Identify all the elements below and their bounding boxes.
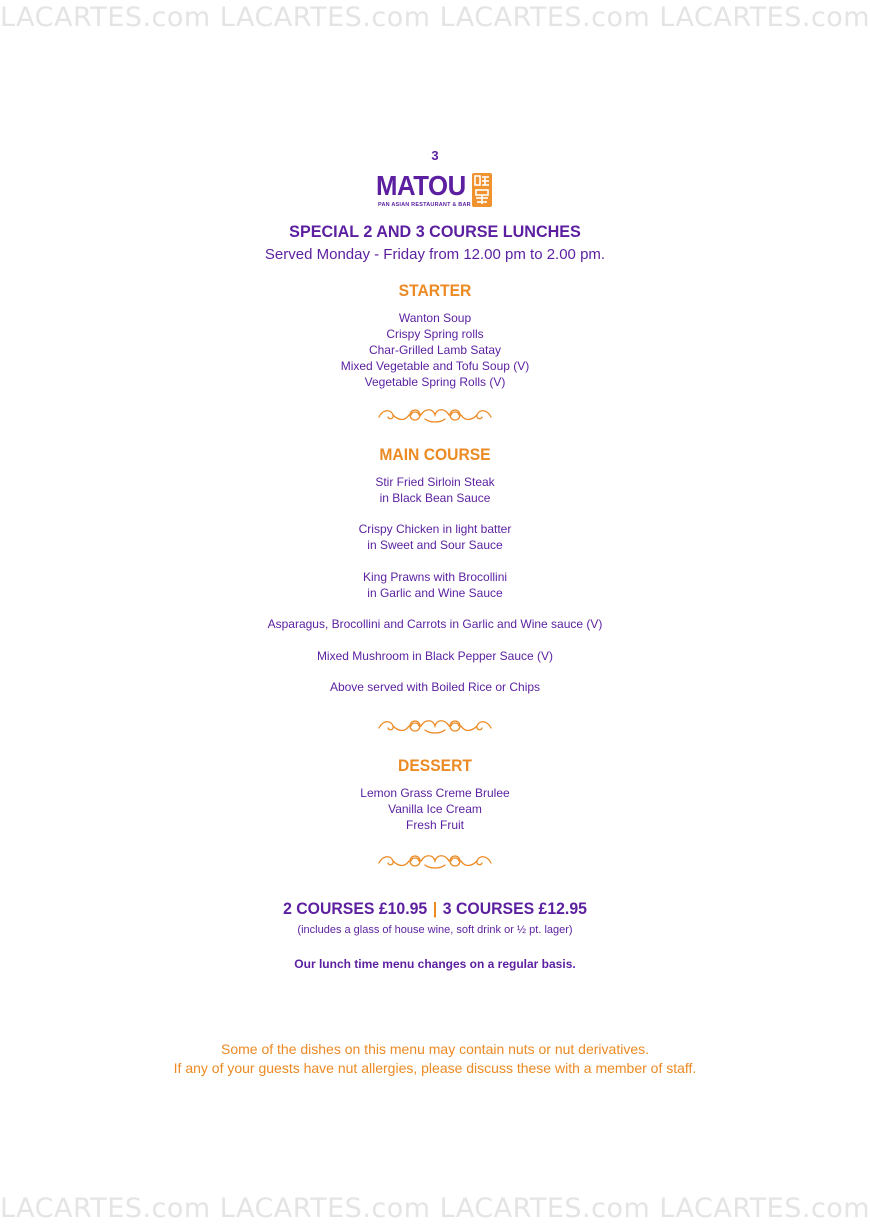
- menu-changes-note: Our lunch time menu changes on a regular basis.: [294, 957, 576, 971]
- dish-name: Mixed Mushroom in Black Pepper Sauce (V): [316, 649, 554, 663]
- dish-sauce: in Black Bean Sauce: [379, 491, 491, 505]
- main-course-item: [0, 569, 870, 601]
- watermark-top: LACARTES.com LACARTES.com LACARTES.com LACARTES.com: [0, 2, 870, 33]
- two-course-price: 2 COURSES £10.95: [283, 899, 428, 918]
- main-course-item: [0, 521, 870, 553]
- dish-sauce: in Sweet and Sour Sauce: [367, 538, 503, 552]
- dish-sauce: in Garlic and Wine Sauce: [367, 586, 503, 600]
- menu-heading: SPECIAL 2 AND 3 COURSE LUNCHES: [289, 222, 581, 241]
- list-item: Mixed Vegetable and Tofu Soup (V): [340, 359, 530, 373]
- list-item: Vegetable Spring Rolls (V): [364, 375, 506, 389]
- dish-name: Asparagus, Brocollini and Carrots in Garlic and Wine sauce (V): [267, 617, 603, 631]
- ornament-divider-icon: [375, 716, 495, 736]
- main-course-item: [0, 616, 870, 632]
- list-item: Vanilla Ice Cream: [388, 802, 482, 816]
- logo-seal-icon: [472, 173, 492, 207]
- dish-name: Stir Fried Sirloin Steak: [375, 475, 495, 489]
- restaurant-logo: [376, 170, 496, 214]
- page-number: 3: [431, 148, 439, 163]
- dessert-list: [0, 785, 870, 833]
- list-item: Wanton Soup: [398, 311, 472, 325]
- dessert-title: DESSERT: [398, 756, 472, 775]
- list-item: Fresh Fruit: [405, 818, 464, 832]
- list-item: Char-Grilled Lamb Satay: [368, 343, 502, 357]
- price-separator: |: [432, 899, 438, 918]
- main-course-item: [0, 648, 870, 664]
- logo-tagline: PAN ASIAN RESTAURANT & BAR: [378, 202, 471, 208]
- allergy-notice-line2: If any of your guests have nut allergies, please discuss these with a member of staff.: [173, 1060, 697, 1076]
- three-course-price: 3 COURSES £12.95: [442, 899, 587, 918]
- list-item: Lemon Grass Creme Brulee: [360, 786, 510, 800]
- logo-name: MATOU: [376, 170, 466, 201]
- ornament-divider-icon: [375, 405, 495, 425]
- starter-list: [0, 310, 870, 390]
- list-item: Crispy Spring rolls: [386, 327, 484, 341]
- price-includes-note: (includes a glass of house wine, soft drink or ½ pt. lager): [297, 924, 573, 936]
- ornament-divider-icon: [375, 851, 495, 871]
- allergy-notice-line1: Some of the dishes on this menu may contain nuts or nut derivatives.: [220, 1041, 649, 1057]
- main-course-item: [0, 679, 870, 695]
- served-times: Served Monday - Friday from 12.00 pm to 2.00 pm.: [264, 246, 606, 263]
- dish-name: Crispy Chicken in light batter: [358, 522, 512, 536]
- price-line: [30, 899, 839, 919]
- served-with-note: Above served with Boiled Rice or Chips: [329, 680, 541, 694]
- watermark-bottom: LACARTES.com LACARTES.com LACARTES.com LACARTES.com: [0, 1193, 870, 1224]
- dish-name: King Prawns with Brocollini: [362, 570, 508, 584]
- main-course-title: MAIN COURSE: [379, 445, 491, 464]
- main-course-item: [0, 474, 870, 506]
- starter-title: STARTER: [398, 281, 472, 300]
